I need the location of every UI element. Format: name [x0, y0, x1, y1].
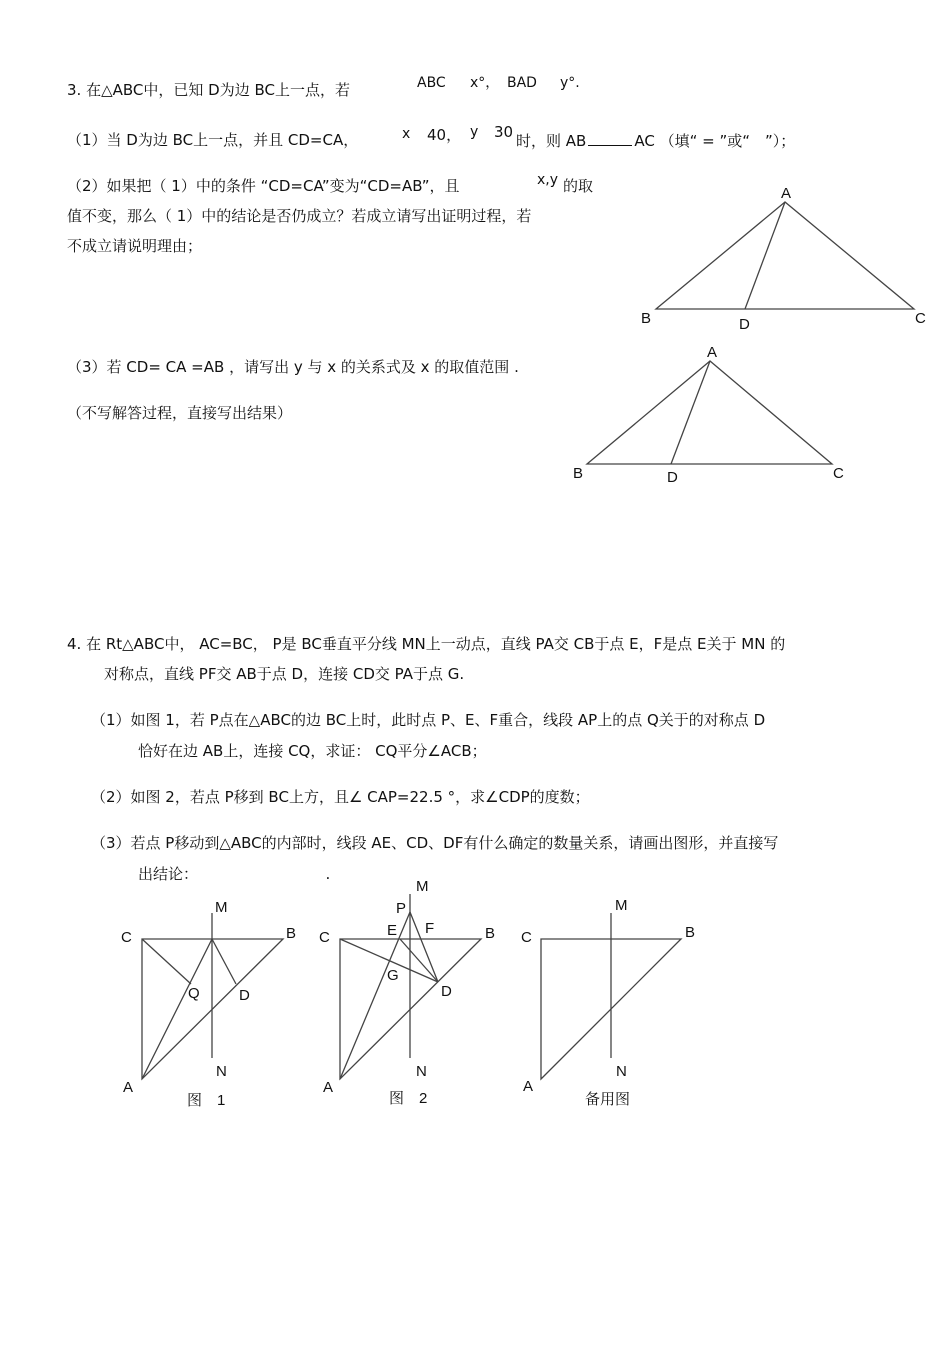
q4-line2: 对称点，直线 PF交 AB于点 D，连接 CD交 PA于点 G. — [104, 665, 465, 683]
q4-fig3-label-c: C — [521, 929, 532, 946]
label-a: A — [781, 185, 792, 202]
q3-part2-l1a: （2）如果把（ 1）中的条件 “CD=CA”变为“CD=AB”，且 — [67, 177, 460, 195]
label-a-2: A — [707, 344, 718, 361]
q3-part1-b-text: 时，则 AB — [516, 132, 587, 150]
q4-fig2-label-b: B — [485, 925, 496, 942]
q4-fig2-label-m: M — [416, 878, 429, 895]
q4-fig1-label-q: Q — [188, 985, 200, 1002]
q3-part2-l3: 不成立请说明理由； — [67, 237, 203, 255]
label-c-2: C — [833, 465, 844, 482]
q4-line1: 4. 在 Rt△ABC中， AC=BC， P是 BC垂直平分线 MN上一动点，直线 PA交 CB于点 E，F是点 E关于 MN 的 — [67, 635, 786, 653]
triangle-abc — [656, 202, 914, 309]
q4-fig3-label-b: B — [685, 924, 696, 941]
q3-part1-c-text: AC （填“ = ”或“ ”）； — [634, 132, 796, 150]
label-c: C — [915, 310, 926, 327]
q3-part2-l2: 值不变，那么（ 1）中的结论是否仍成立？若成立请写出证明过程，若 — [67, 207, 532, 225]
q4-fig2-label-a: A — [323, 1079, 334, 1096]
q3-bad: BAD — [507, 75, 537, 91]
q3-part3-l2: （不写解答过程，直接写出结果） — [67, 404, 293, 422]
q3-part1-a: （1）当 D为边 BC上一点，并且 CD=CA， — [67, 131, 359, 149]
label-b-2: B — [573, 465, 584, 482]
q3-part1-xval: 40， — [427, 126, 462, 144]
label-d-2: D — [667, 469, 678, 486]
q4-fig2-label-g: G — [387, 967, 399, 984]
q4-fig3-label-n: N — [616, 1063, 627, 1080]
q4-fig3-label-m: M — [615, 897, 628, 914]
segment-ad-2 — [671, 361, 710, 464]
q4-fig2-label-d: D — [441, 983, 452, 1000]
q3-line1-prefix: 3. 在△ABC中，已知 D为边 BC上一点，若 — [67, 81, 350, 99]
q3-part2-l1b: 的取 — [563, 177, 594, 195]
q3-part1-x: x — [402, 126, 411, 142]
q4-part1-b: 恰好在边 AB上，连接 CQ，求证： CQ平分∠ACB； — [138, 742, 487, 760]
q3-y-deg: y°. — [560, 75, 580, 91]
q4-fig2-label-n: N — [416, 1063, 427, 1080]
q3-x-deg: x°， — [470, 75, 500, 91]
q4-fig2-label-f: F — [425, 920, 435, 937]
q4-fig2-label-e: E — [387, 922, 398, 939]
q4-fig1-label-d: D — [239, 987, 250, 1004]
label-d: D — [739, 316, 750, 333]
q4-part3-b: 出结论： . — [138, 865, 331, 883]
q3-abc: ABC — [417, 75, 446, 91]
q4-fig2-caption: 图 2 — [389, 1090, 428, 1107]
q4-fig2-label-p: P — [396, 900, 407, 917]
q4-fig1-label-a: A — [123, 1079, 134, 1096]
q4-part3-a: （3）若点 P移动到△ABC的内部时，线段 AE、CD、DF有什么确定的数量关系，请画出图形，并直接写 — [91, 834, 779, 852]
q4-fig2-pa — [340, 912, 410, 1079]
triangle-abc-2 — [587, 361, 832, 464]
q4-fig1-pd — [212, 939, 236, 984]
q4-fig2-label-c: C — [319, 929, 330, 946]
q4-part2: （2）如图 2，若点 P移到 BC上方，且∠ CAP=22.5 °，求∠CDP的度数； — [91, 788, 590, 806]
q3-part1-y: y — [470, 124, 479, 140]
label-b: B — [641, 310, 652, 327]
q3-part2-xy: x,y — [537, 172, 559, 188]
q4-fig1-label-c: C — [121, 929, 132, 946]
q4-fig1-label-n: N — [216, 1063, 227, 1080]
q4-part1-a: （1）如图 1，若 P点在△ABC的边 BC上时，此时点 P、E、F重合，线段 AP上的点 Q关于的对称点 D — [91, 711, 766, 729]
q4-fig1-caption: 图 1 — [187, 1092, 226, 1109]
q4-fig2-ed — [400, 939, 438, 982]
q4-fig3-caption: 备用图 — [585, 1091, 631, 1108]
q4-fig3-label-a: A — [523, 1078, 534, 1095]
q3-part1-yval: 30 — [494, 123, 514, 141]
q4-fig1-ap — [142, 939, 212, 1079]
q3-part3-l1: （3）若 CD= CA =AB ，请写出 y 与 x 的关系式及 x 的取值范围 . — [67, 358, 519, 376]
q4-fig1-cq — [142, 939, 191, 984]
q4-fig1-label-m: M — [215, 899, 228, 916]
q4-fig1-label-b: B — [286, 925, 297, 942]
